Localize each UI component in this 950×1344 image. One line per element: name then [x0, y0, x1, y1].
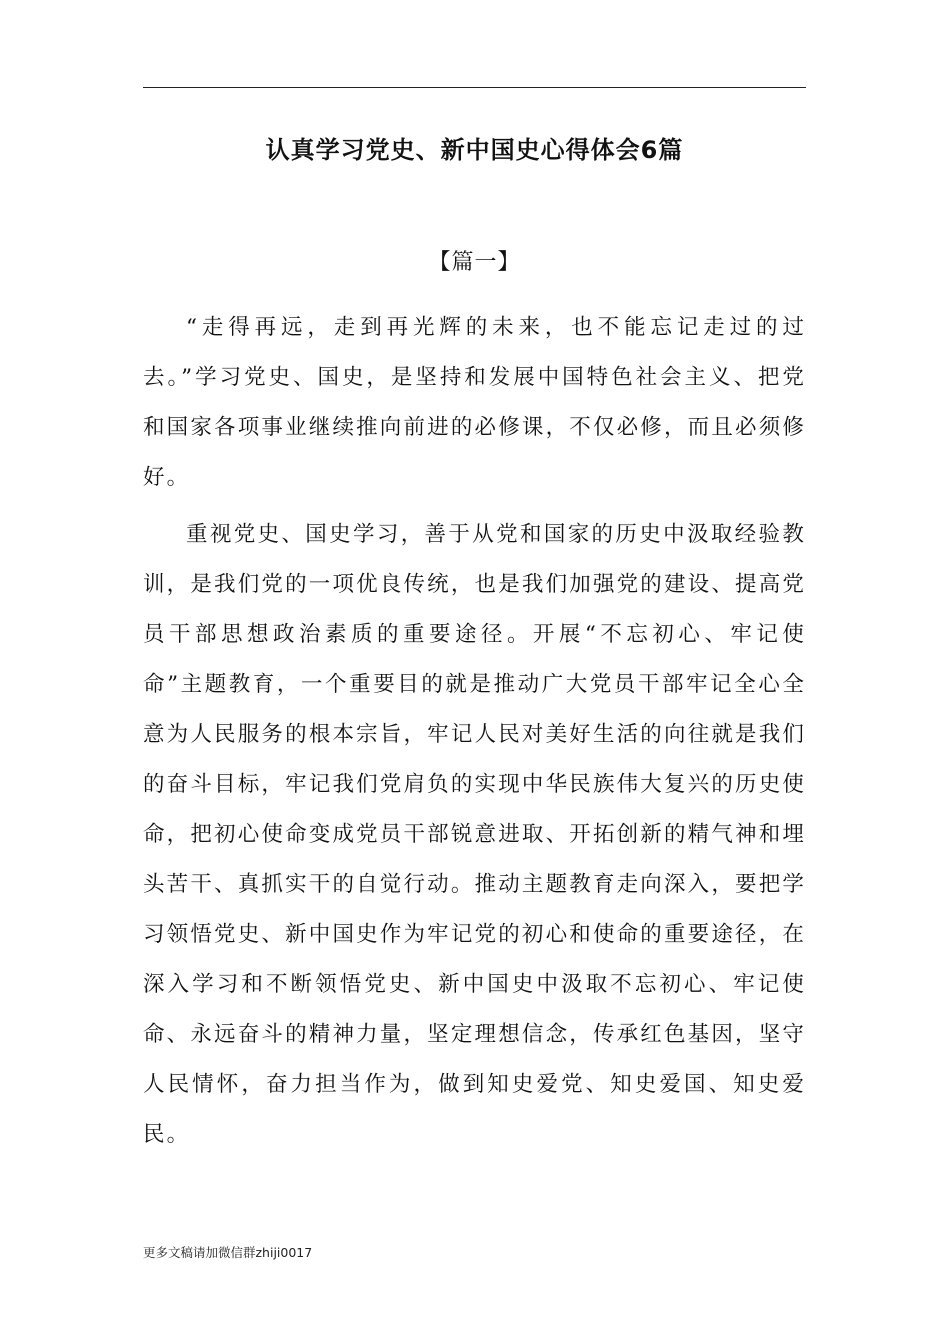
- body-paragraph-2: 重视党史、国史学习，善于从党和国家的历史中汲取经验教训，是我们党的一项优良传统，也是我们加强党的建设、提高党员干部思想政治素质的重要途径。开展“不忘初心、牢记使命”主题教育，一个重要目的就是推动广大党员干部牢记全心全意为人民服务的根本宗旨，牢记人民对美好生活的向往就是我们的奋斗目标，牢记我们党肩负的实现中华民族伟大复兴的历史使命，把初心使命变成党员干部锐意进取、开拓创新的精气神和埋头苦干、真抓实干的自觉行动。推动主题教育走向深入，要把学习领悟党史、新中国史作为牢记党的初心和使命的重要途径，在深入学习和不断领悟党史、新中国史中汲取不忘初心、牢记使命、永远奋斗的精神力量，坚定理想信念，传承红色基因，坚守人民情怀，奋力担当作为，做到知史爱党、知史爱国、知史爱民。: [143, 522, 806, 1147]
- body-paragraph-1: “走得再远，走到再光辉的未来，也不能忘记走过的过去。”学习党史、国史，是坚持和发展中国特色社会主义、把党和国家各项事业继续推向前进的必修课，不仅必修，而且必须修好。: [143, 315, 806, 490]
- section-heading: 【篇一】: [428, 250, 521, 275]
- header-rule: [143, 87, 806, 88]
- footer-note: 更多文稿请加微信群zhiji0017: [143, 1245, 313, 1260]
- document-title: 认真学习党史、新中国史心得体会6篇: [265, 136, 684, 164]
